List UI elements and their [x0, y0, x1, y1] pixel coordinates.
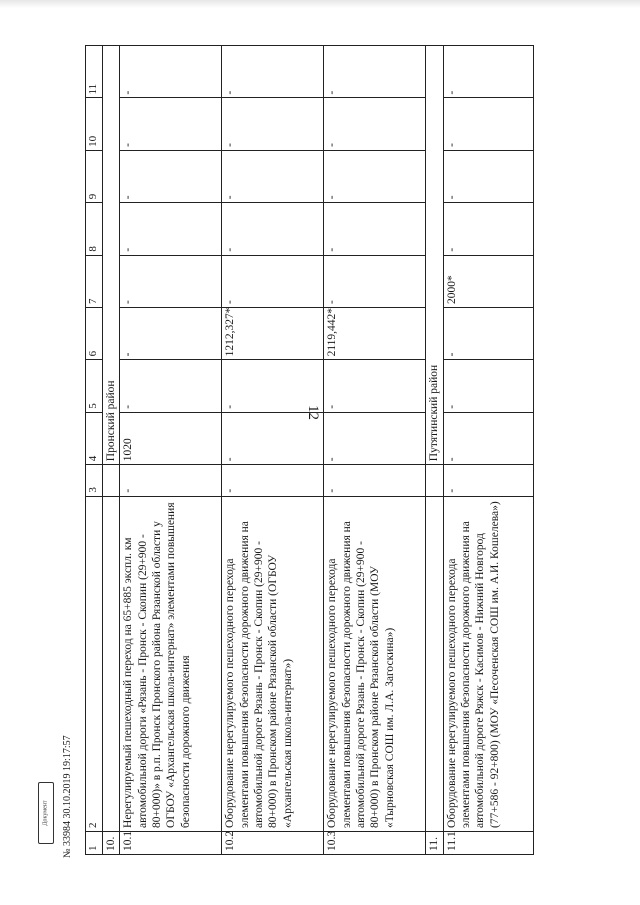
cell: -	[324, 203, 426, 255]
cell: -	[222, 150, 324, 202]
document-footer: № 33984 30.10.2019 19:17:57	[62, 735, 73, 858]
section-title: Пронский район	[102, 46, 119, 465]
cell: -	[222, 46, 324, 98]
row-number: 11.1	[443, 831, 533, 854]
cell: -	[443, 46, 533, 98]
cell: -	[324, 255, 426, 307]
cell: -	[324, 98, 426, 150]
cell: -	[324, 360, 426, 412]
section-title: Путятинский район	[426, 46, 443, 465]
cell: -	[222, 360, 324, 412]
registration-stamp	[38, 782, 54, 844]
table-row	[222, 46, 324, 855]
cell: -	[222, 203, 324, 255]
cell: -	[120, 203, 222, 255]
row-description: Оборудование нерегулируемого пешеходного перехода элементами повышения безопасности дорожного движения на автомобильной дороге Рязань - Пронск - Скопин (29+900 - 80+000) в Пронском районе Рязанской области (ОГБОУ «Архангельская школа-интернат»)	[222, 496, 324, 831]
cell: -	[222, 465, 324, 496]
section-spacer	[426, 496, 443, 831]
cell: -	[222, 255, 324, 307]
cell: -	[120, 308, 222, 360]
header-cell: 9	[86, 150, 103, 202]
cell: -	[324, 412, 426, 464]
cell: -	[120, 465, 222, 496]
section-number: 11.	[426, 831, 443, 854]
cell: -	[120, 255, 222, 307]
cell: -	[120, 46, 222, 98]
cell: -	[443, 150, 533, 202]
cell: -	[324, 465, 426, 496]
header-cell: 10	[86, 98, 103, 150]
cell: -	[443, 98, 533, 150]
cell: -	[120, 150, 222, 202]
row-number: 10.2	[222, 831, 324, 854]
header-cell: 4	[86, 412, 103, 464]
table-wrapper	[85, 45, 501, 855]
section-row	[102, 46, 119, 855]
stamp-text: Документ	[43, 800, 50, 826]
cell: 2000*	[443, 255, 533, 307]
cell: -	[222, 412, 324, 464]
cell: -	[120, 360, 222, 412]
cell: -	[443, 308, 533, 360]
row-description: Нерегулируемый пешеходный переход на 65+885 экспл. км автомобильной дороги «Рязань - Пронск - Скопин (29+900 - 80+000)» в р.п. Пронск Пронского района Рязанской области у ОГБОУ «Архангельская школа-интернат» элементами повышения безопасности дорожного движения	[120, 496, 222, 831]
cell: -	[443, 203, 533, 255]
program-table	[85, 45, 534, 855]
row-number: 10.3	[324, 831, 426, 854]
section-number: 10.	[102, 831, 119, 854]
header-cell: 3	[86, 465, 103, 496]
section-spacer	[102, 465, 119, 496]
header-row	[86, 46, 103, 855]
scan-edge	[0, 0, 640, 8]
row-description: Оборудование нерегулируемого пешеходного перехода элементами повышения безопасности дорожного движения на автомобильной дороге Рязань - Пронск - Скопин (29+900 - 80+000) в Пронском районе Рязанской области (МОУ «Тырновская СОШ им. Л.А. Загоскина»)	[324, 496, 426, 831]
header-cell: 6	[86, 308, 103, 360]
cell: -	[222, 98, 324, 150]
page-number: 12	[305, 405, 321, 420]
cell: -	[443, 465, 533, 496]
header-cell: 5	[86, 360, 103, 412]
row-number: 10.1	[120, 831, 222, 854]
rotated-table-container	[85, 45, 501, 855]
cell: 2119,442*	[324, 308, 426, 360]
table-row	[120, 46, 222, 855]
cell: 1020	[120, 412, 222, 464]
cell: -	[324, 150, 426, 202]
section-spacer	[102, 496, 119, 831]
cell: -	[443, 360, 533, 412]
header-cell: 2	[86, 496, 103, 831]
header-cell: 1	[86, 831, 103, 854]
cell: 1212,327*	[222, 308, 324, 360]
header-cell: 8	[86, 203, 103, 255]
cell: -	[120, 98, 222, 150]
section-row	[426, 46, 443, 855]
row-description: Оборудование нерегулируемого пешеходного перехода элементами повышения безопасности дорожного движения на автомобильной дороге Ряжск - Касимов - Нижний Новгород (77+586 - 92+800) (МОУ «Песоченская СОШ им. А.И. Кошелева»)	[443, 496, 533, 831]
cell: -	[324, 46, 426, 98]
section-spacer	[426, 465, 443, 496]
table-row	[324, 46, 426, 855]
cell: -	[443, 412, 533, 464]
header-cell: 7	[86, 255, 103, 307]
table-row	[443, 46, 533, 855]
header-cell: 11	[86, 46, 103, 98]
